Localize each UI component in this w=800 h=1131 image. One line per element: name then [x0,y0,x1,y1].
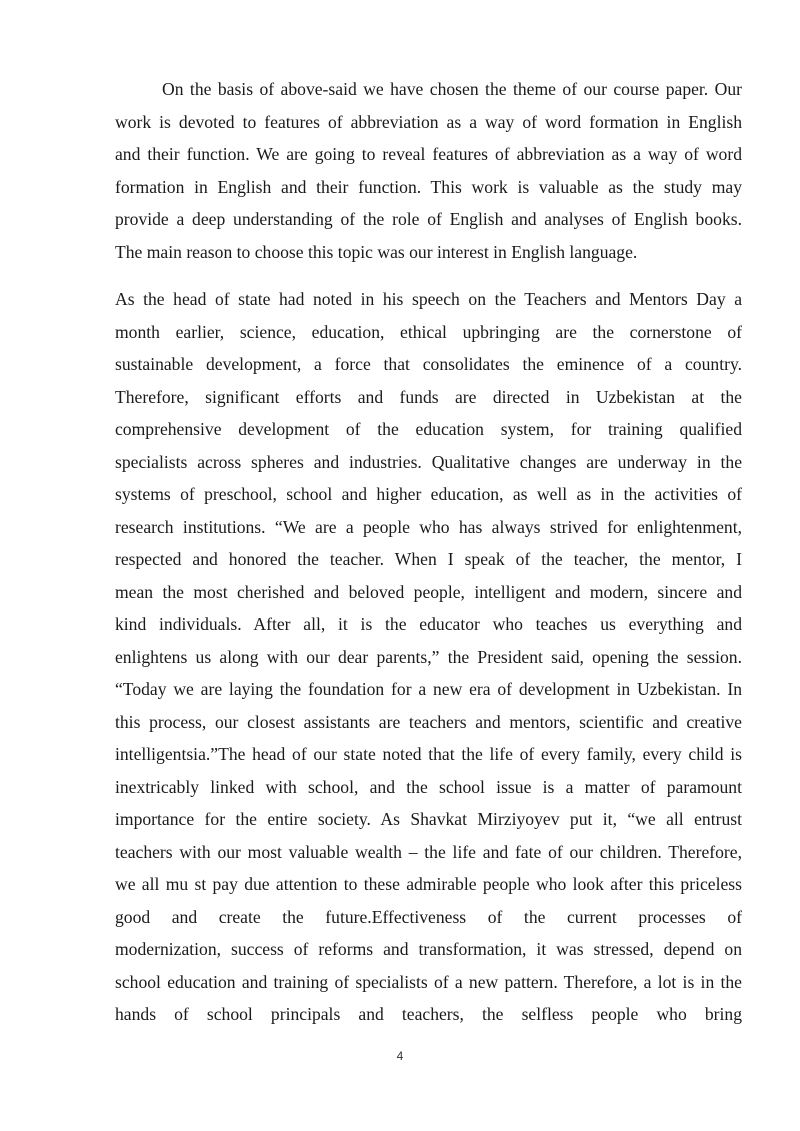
text-line: provide a deep understanding of the role of English and analyses of English books. [115,209,742,229]
text-line: month earlier, science, education, ethical upbringing are the cornerstone of [115,321,742,342]
text-line: school education and training of specialists of a new pattern. Therefore, a lot is in the [115,971,742,992]
text-line: “Today we are laying the foundation for a new era of development in Uzbekistan. In [115,679,742,699]
text-line: we all mu st pay due attention to these admirable people who look after this priceless [115,874,742,894]
text-line: intelligentsia.”The head of our state noted that the life of every family, every child is [115,744,742,764]
paragraph-course-theme [115,73,742,268]
text-line: specialists across spheres and industries. Qualitative changes are underway in the [115,451,742,472]
text-line: good and create the future.Effectiveness of the current processes of [115,906,742,927]
text-line: modernization, success of reforms and transformation, it was stressed, depend on [115,939,742,959]
text-line: and their function. We are going to reveal features of abbreviation as a way of word [115,144,742,164]
text-line: work is devoted to features of abbreviation as a way of word formation in English [115,111,742,132]
text-line: mean the most cherished and beloved people, intelligent and modern, sincere and [115,581,742,602]
text-line: The main reason to choose this topic was our interest in English language. [115,241,638,262]
text-line: this process, our closest assistants are teachers and mentors, scientific and creative [115,711,742,732]
page-number: 4 [396,1049,404,1063]
text-line: research institutions. “We are a people who has always strived for enlightenment, [115,516,742,537]
text-line: enlightens us along with our dear parents,” the President said, opening the session. [115,646,742,667]
text-line: On the basis of above-said we have chosen the theme of our course paper. Our [162,79,742,99]
text-line: Therefore, significant efforts and funds are directed in Uzbekistan at the [115,386,742,407]
text-line: importance for the entire society. As Shavkat Mirziyoyev put it, “we all entrust [115,809,742,829]
text-line: comprehensive development of the education system, for training qualified [115,419,742,439]
text-line: As the head of state had noted in his speech on the Teachers and Mentors Day a [115,289,742,309]
text-line: sustainable development, a force that consolidates the eminence of a country. [115,354,742,374]
text-line: systems of preschool, school and higher education, as well as in the activities of [115,484,742,504]
text-line: hands of school principals and teachers, the selfless people who bring [115,1004,742,1024]
text-line: formation in English and their function. This work is valuable as the study may [115,176,742,197]
text-line: teachers with our most valuable wealth – the life and fate of our children. Therefore, [115,841,742,862]
text-line: kind individuals. After all, it is the educator who teaches us everything and [115,614,742,634]
text-line: inextricably linked with school, and the school issue is a matter of paramount [115,776,742,797]
paragraph-teachers-day [115,283,742,1031]
text-line: respected and honored the teacher. When I speak of the teacher, the mentor, I [115,549,742,569]
